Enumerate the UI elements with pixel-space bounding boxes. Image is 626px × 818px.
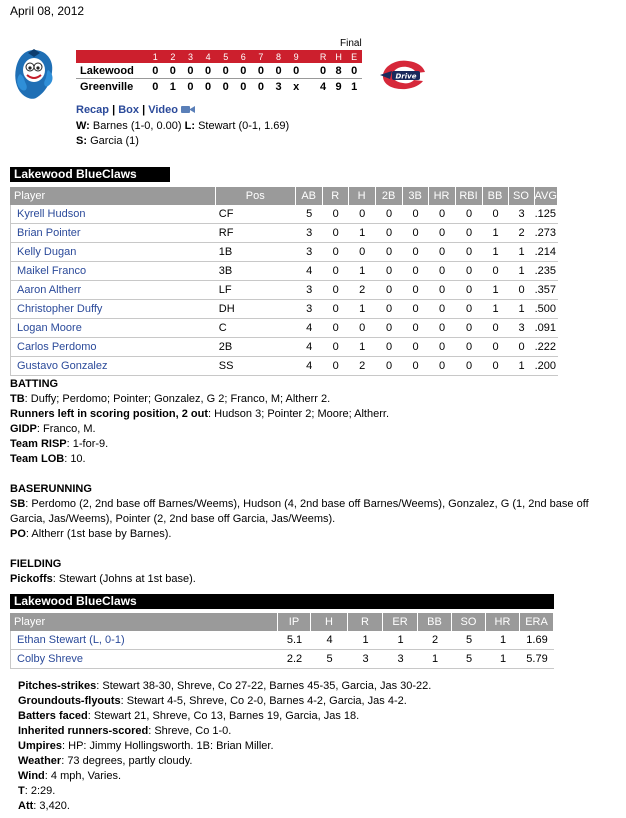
game-info-label: Pitches-strikes <box>18 680 97 692</box>
column-header: IP <box>278 613 311 631</box>
stat-cell: 3B <box>216 262 296 281</box>
note-text: : Franco, M. <box>36 423 96 435</box>
column-header: RBI <box>456 187 483 205</box>
stat-cell: .273 <box>535 224 559 243</box>
inning-header: 8 <box>270 50 288 63</box>
recap-link[interactable]: Recap <box>76 104 110 116</box>
stat-cell: 3 <box>296 281 323 300</box>
stat-cell: .357 <box>535 281 559 300</box>
stat-cell: 0 <box>429 262 456 281</box>
game-info-text: : 4 mph, Varies. <box>44 770 121 782</box>
stat-cell: 0 <box>403 262 429 281</box>
note-label: Team LOB <box>10 453 65 465</box>
inning-header: 3 <box>182 50 200 63</box>
svg-text:Drive: Drive <box>395 72 417 81</box>
stat-cell: 4 <box>296 357 323 376</box>
game-info-text: : Stewart 4-5, Shreve, Co 2-0, Barnes 4-2, Garcia, Jas 4-2. <box>120 695 407 707</box>
game-info-line <box>18 694 431 709</box>
table-row <box>10 224 558 243</box>
away-hits: 8 <box>331 63 347 79</box>
stat-cell: 1 <box>383 631 418 650</box>
stat-cell: 2B <box>216 338 296 357</box>
column-header: SO <box>509 187 535 205</box>
stat-cell: 0 <box>323 281 349 300</box>
game-info-line <box>18 769 431 784</box>
video-camera-icon[interactable] <box>181 104 195 116</box>
inning-header: 9 <box>287 50 305 63</box>
runs-header: R <box>315 50 331 63</box>
linescore-gap <box>305 63 315 79</box>
game-info-label: Groundouts-flyouts <box>18 695 121 707</box>
player-name-link[interactable]: Kelly Dugan <box>10 243 216 262</box>
game-info-label: Weather <box>18 755 62 767</box>
player-name-link[interactable]: Maikel Franco <box>10 262 216 281</box>
stat-cell: 0 <box>456 224 483 243</box>
inning-score: 0 <box>164 63 182 79</box>
stat-cell: 5.79 <box>520 650 554 669</box>
stat-cell: 5.1 <box>278 631 311 650</box>
inning-score: 0 <box>146 63 164 79</box>
inning-header: 2 <box>164 50 182 63</box>
stat-cell: 5 <box>452 631 486 650</box>
loss-label: L: <box>184 120 196 132</box>
player-name-link[interactable]: Colby Shreve <box>10 650 278 669</box>
note-label: Pickoffs <box>10 573 53 585</box>
stat-cell: 3 <box>509 205 535 224</box>
stat-cell: 1 <box>349 224 376 243</box>
inning-header: 1 <box>146 50 164 63</box>
column-header: AB <box>296 187 323 205</box>
errors-header: E <box>346 50 362 63</box>
table-row <box>10 357 558 376</box>
note-line <box>10 527 616 542</box>
stat-cell: 0 <box>483 357 509 376</box>
column-header: H <box>311 613 348 631</box>
stat-cell: 0 <box>323 262 349 281</box>
column-header: HR <box>429 187 456 205</box>
stat-cell: 1 <box>486 631 520 650</box>
stat-cell: 0 <box>403 205 429 224</box>
stat-cell: .222 <box>535 338 559 357</box>
baserunning-notes <box>10 482 616 542</box>
stat-cell: 0 <box>403 300 429 319</box>
game-info-label: Wind <box>18 770 45 782</box>
note-label: SB <box>10 498 26 510</box>
table-row <box>10 338 558 357</box>
note-line <box>10 497 616 527</box>
stat-cell: 0 <box>323 205 349 224</box>
stat-cell: 1 <box>483 243 509 262</box>
box-link[interactable]: Box <box>118 104 140 116</box>
game-links <box>76 104 195 116</box>
inning-score: 0 <box>235 63 253 79</box>
away-team-name: Lakewood <box>76 63 146 79</box>
column-header: Pos <box>216 187 296 205</box>
stat-cell: 0 <box>376 300 403 319</box>
inning-score: 0 <box>205 80 212 93</box>
stat-cell: 3 <box>509 319 535 338</box>
stat-cell: .200 <box>535 357 559 376</box>
save-line <box>76 134 289 149</box>
stat-cell: 0 <box>429 224 456 243</box>
hits-header: H <box>331 50 347 63</box>
linescore-gap <box>305 79 315 95</box>
game-info-line <box>18 754 431 769</box>
game-info-line <box>18 709 431 724</box>
stat-cell: 0 <box>456 300 483 319</box>
stat-cell: 1 <box>483 281 509 300</box>
stat-cell: 4 <box>311 631 348 650</box>
stat-cell: .125 <box>535 205 559 224</box>
inning-score: 0 <box>287 63 305 79</box>
stat-cell: 5 <box>311 650 348 669</box>
game-info-line <box>18 679 431 694</box>
linescore-away-row <box>76 63 362 79</box>
inning-header: 7 <box>252 50 270 63</box>
note-text: : Stewart (Johns at 1st base). <box>52 573 196 585</box>
stat-cell: 2 <box>418 631 452 650</box>
away-runs: 0 <box>315 63 331 79</box>
stat-cell: 0 <box>509 338 535 357</box>
game-info-label: Umpires <box>18 740 63 752</box>
stat-cell: 0 <box>429 300 456 319</box>
stat-cell: 1 <box>509 300 535 319</box>
video-link[interactable]: Video <box>148 104 178 116</box>
game-info-line <box>18 724 431 739</box>
drive-logo <box>378 58 430 92</box>
stat-cell: 0 <box>323 224 349 243</box>
game-info-text: : 73 degrees, partly cloudy. <box>61 755 193 767</box>
stat-cell: 0 <box>376 319 403 338</box>
home-runs: 4 <box>320 80 327 93</box>
column-header: BB <box>418 613 452 631</box>
game-info-line <box>18 739 431 754</box>
inning-score: 0 <box>240 80 247 93</box>
stat-cell: 0 <box>349 205 376 224</box>
stat-cell: 0 <box>376 281 403 300</box>
stat-cell: 2 <box>349 281 376 300</box>
win-label: W: <box>76 120 90 132</box>
stat-cell: LF <box>216 281 296 300</box>
stat-cell: 3 <box>348 650 383 669</box>
column-header: H <box>349 187 376 205</box>
stat-cell: 5 <box>452 650 486 669</box>
win-loss-line <box>76 119 289 134</box>
stat-cell: 2 <box>349 357 376 376</box>
stat-cell: DH <box>216 300 296 319</box>
stat-cell: 3 <box>296 300 323 319</box>
stat-cell: 4 <box>296 319 323 338</box>
stat-cell: 0 <box>483 319 509 338</box>
player-name-link[interactable]: Aaron Altherr <box>10 281 216 300</box>
inning-score: 0 <box>182 63 200 79</box>
batting-table <box>10 187 558 376</box>
stat-cell: 1 <box>509 357 535 376</box>
game-info-label: Att <box>18 800 34 812</box>
game-info-label: Inherited runners-scored <box>18 725 149 737</box>
pitching-team-title: Lakewood BlueClaws <box>10 594 554 609</box>
stat-cell: 0 <box>456 281 483 300</box>
note-text: : Hudson 3; Pointer 2; Moore; Altherr. <box>208 408 389 420</box>
note-label: Team RISP <box>10 438 67 450</box>
stat-cell: .214 <box>535 243 559 262</box>
stat-cell: 0 <box>509 281 535 300</box>
stat-cell: SS <box>216 357 296 376</box>
stat-cell: 1 <box>349 300 376 319</box>
stat-cell: 0 <box>403 338 429 357</box>
home-hits: 9 <box>335 80 342 93</box>
stat-cell: 1 <box>348 631 383 650</box>
stat-cell: 0 <box>429 205 456 224</box>
stat-cell: RF <box>216 224 296 243</box>
column-header: ER <box>383 613 418 631</box>
stat-cell: 0 <box>376 243 403 262</box>
linescore-gap <box>305 50 315 63</box>
stat-cell: 0 <box>456 243 483 262</box>
stat-cell: 0 <box>483 205 509 224</box>
batting-notes <box>10 377 616 467</box>
note-label: GIDP <box>10 423 37 435</box>
save-label: S: <box>76 135 87 147</box>
inning-header: 5 <box>217 50 235 63</box>
stat-cell: 0 <box>376 205 403 224</box>
inning-score: 0 <box>257 80 264 93</box>
stat-cell: 0 <box>403 243 429 262</box>
note-text: : Duffy; Perdomo; Pointer; Gonzalez, G 2; Franco, M; Altherr 2. <box>24 393 331 405</box>
stat-cell: 0 <box>376 224 403 243</box>
batting-team-title: Lakewood BlueClaws <box>10 167 170 182</box>
stat-cell: .091 <box>535 319 559 338</box>
player-name-link[interactable]: Christopher Duffy <box>10 300 216 319</box>
column-header: SO <box>452 613 486 631</box>
table-row <box>10 319 558 338</box>
stat-cell: 1 <box>349 338 376 357</box>
note-line <box>10 452 616 467</box>
game-info-text: : HP: Jimmy Hollingsworth. 1B: Brian Miller. <box>62 740 274 752</box>
note-text: : 1-for-9. <box>66 438 109 450</box>
note-line <box>10 437 616 452</box>
column-header: Player <box>10 187 216 205</box>
stat-cell: 4 <box>296 338 323 357</box>
pitching-decisions <box>76 119 289 149</box>
stat-cell: .500 <box>535 300 559 319</box>
stat-cell: 0 <box>376 338 403 357</box>
game-info-text: : Stewart 21, Shreve, Co 13, Barnes 19, Garcia, Jas 18. <box>87 710 360 722</box>
player-name-link[interactable]: Gustavo Gonzalez <box>10 357 216 376</box>
inning-score: 0 <box>199 63 217 79</box>
column-header: HR <box>486 613 520 631</box>
stat-cell: .235 <box>535 262 559 281</box>
stat-cell: 1 <box>418 650 452 669</box>
table-row <box>10 300 558 319</box>
note-label: TB <box>10 393 25 405</box>
stat-cell: 0 <box>403 357 429 376</box>
game-info-text: : Stewart 38-30, Shreve, Co 27-22, Barnes 45-35, Garcia, Jas 30-22. <box>96 680 432 692</box>
inning-score: 0 <box>217 63 235 79</box>
game-info-label: Batters faced <box>18 710 88 722</box>
game-info-line <box>18 784 431 799</box>
stat-cell: 0 <box>349 243 376 262</box>
stat-cell: 3 <box>383 650 418 669</box>
table-row <box>10 631 554 650</box>
stat-cell: 0 <box>403 319 429 338</box>
home-team-name: Greenville <box>80 80 134 93</box>
column-header: ERA <box>520 613 554 631</box>
note-label: PO <box>10 528 26 540</box>
note-line <box>10 422 616 437</box>
game-info-text: : 3,420. <box>33 800 70 812</box>
linescore-home-row <box>76 79 362 95</box>
stat-cell: 0 <box>376 357 403 376</box>
table-row <box>10 650 554 669</box>
game-info-text: : 2:29. <box>24 785 56 797</box>
stat-cell: 3 <box>296 243 323 262</box>
column-header: Player <box>10 613 278 631</box>
batting-header-row <box>10 187 558 205</box>
stat-cell: 1 <box>483 300 509 319</box>
table-row <box>10 262 558 281</box>
player-name-link[interactable]: Carlos Perdomo <box>10 338 216 357</box>
inning-score: 3 <box>275 80 282 93</box>
stat-cell: 2.2 <box>278 650 311 669</box>
stat-cell: 0 <box>429 357 456 376</box>
notes-heading: FIELDING <box>10 558 62 570</box>
stat-cell: 1 <box>509 243 535 262</box>
linescore-header-row <box>76 50 362 63</box>
stat-cell: 0 <box>323 300 349 319</box>
inning-score: x <box>293 80 300 93</box>
column-header: R <box>323 187 349 205</box>
inning-score: 0 <box>152 80 159 93</box>
stat-cell: 1.69 <box>520 631 554 650</box>
link-separator: | <box>112 104 116 116</box>
fielding-notes <box>10 557 616 587</box>
stat-cell: 0 <box>349 319 376 338</box>
stat-cell: CF <box>216 205 296 224</box>
game-info-text: : Shreve, Co 1-0. <box>148 725 232 737</box>
player-name-link[interactable]: Logan Moore <box>10 319 216 338</box>
player-name-link[interactable]: Kyrell Hudson <box>10 205 216 224</box>
winning-pitcher: Barnes (1-0, 0.00) <box>92 120 182 132</box>
stat-cell: 0 <box>376 262 403 281</box>
stat-cell: 0 <box>456 338 483 357</box>
game-info-label: T <box>18 785 25 797</box>
column-header: 3B <box>403 187 429 205</box>
linescore-table <box>76 50 362 94</box>
game-info <box>18 679 431 814</box>
note-line <box>10 407 616 422</box>
losing-pitcher: Stewart (0-1, 1.69) <box>198 120 290 132</box>
note-text: : 10. <box>64 453 86 465</box>
column-header: R <box>348 613 383 631</box>
stat-cell: 0 <box>403 224 429 243</box>
blueclaws-logo <box>12 48 56 100</box>
stat-cell: 0 <box>483 262 509 281</box>
player-name-link[interactable]: Ethan Stewart (L, 0-1) <box>10 631 278 650</box>
inning-score: 0 <box>187 80 194 93</box>
stat-cell: 0 <box>429 319 456 338</box>
table-row <box>10 281 558 300</box>
stat-cell: 3 <box>296 224 323 243</box>
game-status: Final <box>340 38 362 49</box>
stat-cell: 0 <box>403 281 429 300</box>
stat-cell: 0 <box>456 357 483 376</box>
inning-score: 0 <box>270 63 288 79</box>
note-text: : Altherr (1st base by Barnes). <box>25 528 172 540</box>
column-header: 2B <box>376 187 403 205</box>
player-name-link[interactable]: Brian Pointer <box>10 224 216 243</box>
stat-cell: 0 <box>323 319 349 338</box>
notes-heading: BASERUNNING <box>10 483 92 495</box>
table-row <box>10 243 558 262</box>
inning-score: 0 <box>252 63 270 79</box>
inning-header: 6 <box>235 50 253 63</box>
stat-cell: C <box>216 319 296 338</box>
stat-cell: 0 <box>456 262 483 281</box>
note-label: Runners left in scoring position, 2 out <box>10 408 209 420</box>
save-pitcher: Garcia (1) <box>90 135 139 147</box>
stat-cell: 0 <box>456 319 483 338</box>
stat-cell: 0 <box>456 205 483 224</box>
inning-score: 0 <box>222 80 229 93</box>
pitching-header-row <box>10 613 554 631</box>
note-line <box>10 572 616 587</box>
notes-heading: BATTING <box>10 378 59 390</box>
stat-cell: 1 <box>483 224 509 243</box>
linescore-corner <box>76 50 146 63</box>
note-text: : Perdomo (2, 2nd base off Barnes/Weems), Hudson (4, 2nd base off Barnes/Weems), Gonzalez, G (1, 2nd base off Garcia, Jas/Weems), Pointer (2, 2nd base off Garcia, Jas/Weems). <box>10 498 589 525</box>
stat-cell: 1 <box>486 650 520 669</box>
stat-cell: 0 <box>429 338 456 357</box>
pitching-table <box>10 613 554 669</box>
stat-cell: 0 <box>429 243 456 262</box>
stat-cell: 1 <box>349 262 376 281</box>
link-separator: | <box>142 104 146 116</box>
column-header: AVG <box>535 187 559 205</box>
stat-cell: 0 <box>323 338 349 357</box>
stat-cell: 4 <box>296 262 323 281</box>
game-info-line <box>18 799 431 814</box>
note-line <box>10 392 616 407</box>
stat-cell: 0 <box>323 357 349 376</box>
table-row <box>10 205 558 224</box>
column-header: BB <box>483 187 509 205</box>
away-errors: 0 <box>346 63 362 79</box>
inning-score: 1 <box>169 80 176 93</box>
stat-cell: 2 <box>509 224 535 243</box>
stat-cell: 0 <box>429 281 456 300</box>
stat-cell: 5 <box>296 205 323 224</box>
inning-header: 4 <box>199 50 217 63</box>
stat-cell: 0 <box>323 243 349 262</box>
stat-cell: 1B <box>216 243 296 262</box>
home-errors: 1 <box>351 80 358 93</box>
stat-cell: 1 <box>509 262 535 281</box>
stat-cell: 0 <box>483 338 509 357</box>
game-date: April 08, 2012 <box>10 4 85 18</box>
